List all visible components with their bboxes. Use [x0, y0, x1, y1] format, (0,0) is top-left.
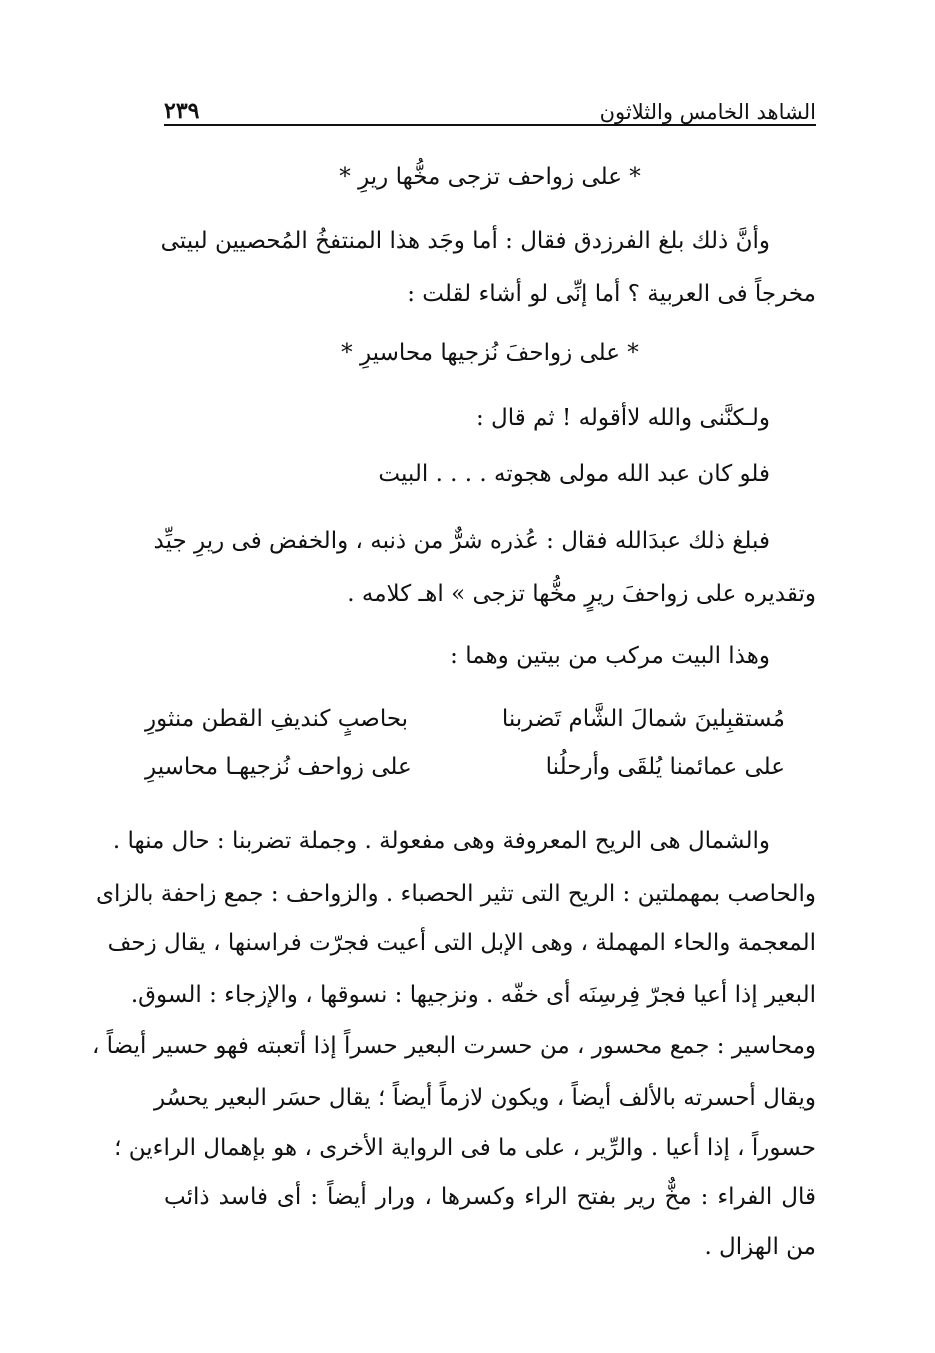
header-rule: [164, 124, 816, 126]
page-number: ٢٣٩: [164, 98, 200, 124]
text-line: وتقديره على زواحفَ ريرٍ مخُّها تزجى » اهـ كلامه .: [347, 581, 816, 607]
commentary-line: والشمال هى الريح المعروفة وهى مفعولة . وجملة تضربنا : حال منها .: [112, 828, 770, 854]
commentary-line: المعجمة والحاء المهملة ، وهى الإبل التى أعيت فجرّت فراسنها ، يقال زحف: [107, 930, 816, 956]
poem-verse: [145, 756, 785, 779]
page-header: [164, 84, 816, 124]
verse-hemistich-second: بحاصبٍ كنديفِ القطن منثورِ: [145, 706, 409, 732]
text-line: فبلغ ذلك عبدَالله فقال : عُذره شرٌّ من ذنبه ، والخفض فى ريرِ جيِّد: [153, 528, 770, 554]
text-line: وأنَّ ذلك بلغ الفرزدق فقال : أما وجَد هذا المنتفخُ المُحصيين لبيتى: [160, 228, 770, 254]
text-line: فلو كان عبد الله مولى هجوته . . . . البيت: [378, 461, 770, 487]
commentary-line: والحاصب بمهملتين : الريح التى تثير الحصباء . والزواحف : جمع زاحفة بالزاى: [95, 881, 816, 907]
text-line: مخرجاً فى العربية ؟ أما إنِّى لو أشاء لقلت :: [407, 281, 816, 307]
verse-hemistich-second: على زواحف نُزجيهـا محاسيرِ: [145, 754, 412, 780]
verse-hemistich-first: مُستقبِلينَ شمالَ الشَّام تَضربنا: [501, 706, 785, 732]
verse-fragment-1: * على زواحف تزجى مخُّها ريرِ *: [339, 164, 641, 190]
commentary-line: من الهزال .: [704, 1234, 816, 1260]
verse-hemistich-first: على عمائمنا يُلقَى وأرحلُنا: [545, 754, 785, 780]
text-line: ولـكنَّنى والله لاأقوله ! ثم قال :: [475, 405, 770, 431]
running-title: الشاهد الخامس والثلاثون: [599, 100, 816, 124]
text-line: وهذا البيت مركب من بيتين وهما :: [450, 643, 770, 669]
commentary-line: قال الفراء : مخٌّ رير بفتح الراء وكسرها ، ورار أيضاً : أى فاسد ذائب: [164, 1184, 816, 1210]
commentary-line: ويقال أحسرته بالألف أيضاً ، ويكون لازماً أيضاً ؛ يقال حسَر البعير يحسُر: [154, 1085, 816, 1111]
poem-verse: [145, 708, 785, 731]
commentary-line: حسوراً ، إذا أعيا . والرِّير ، على ما فى الرواية الأخرى ، هو بإهمال الراءين ؛: [114, 1135, 816, 1161]
commentary-line: البعير إذا أعيا فجرّ فِرسِنَه أى خفّه . ونزجيها : نسوقها ، والإزجاء : السوق.: [130, 982, 816, 1008]
commentary-line: ومحاسير : جمع محسور ، من حسرت البعير حسراً إذا أتعبته فهو حسير أيضاً ،: [91, 1033, 816, 1059]
verse-fragment-2: * على زواحفَ نُزجيها محاسيرِ *: [341, 340, 639, 366]
